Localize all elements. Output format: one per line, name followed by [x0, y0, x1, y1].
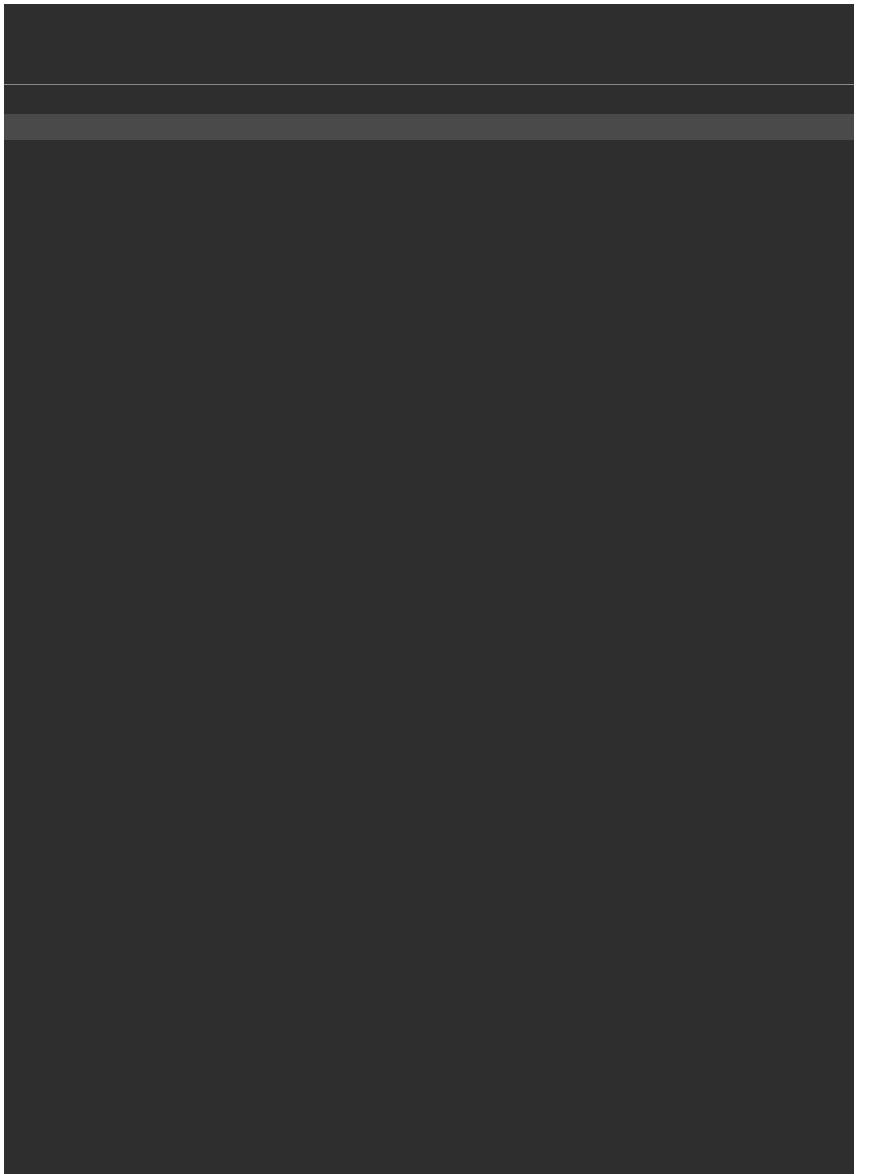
- header-divider: [4, 84, 854, 85]
- document-frame: [4, 4, 854, 1174]
- column-header: [4, 114, 854, 140]
- header: [4, 4, 854, 114]
